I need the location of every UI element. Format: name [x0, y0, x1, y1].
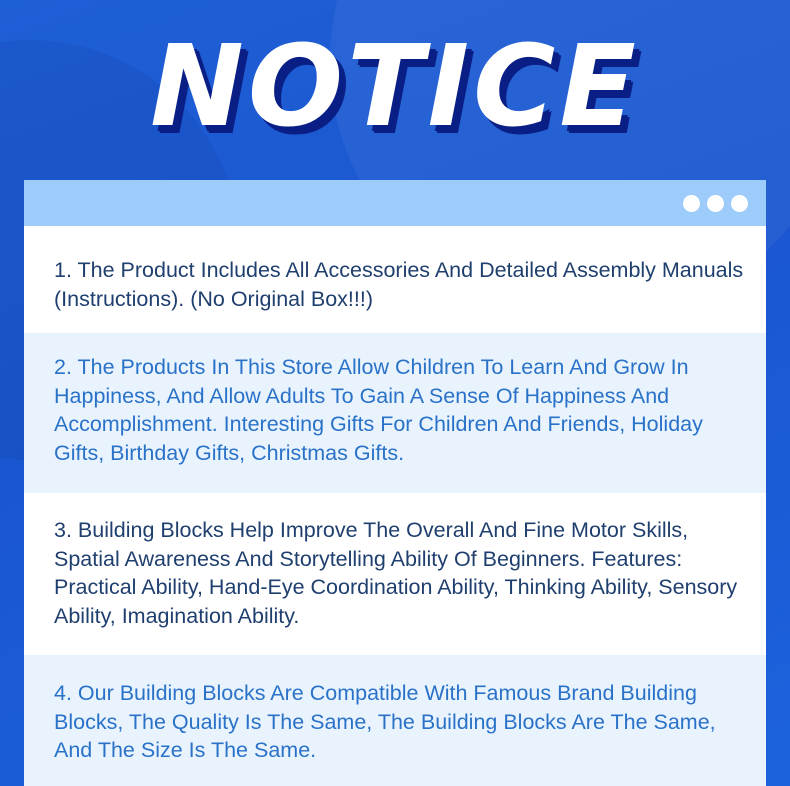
window-dots: [683, 195, 748, 212]
notice-item-1: [24, 226, 766, 333]
notice-item-3: [24, 493, 766, 655]
dot-icon: [707, 195, 724, 212]
page-title: NOTICE: [150, 22, 640, 152]
notice-card: [24, 180, 766, 786]
dot-icon: [683, 195, 700, 212]
notice-text: 2. The Products In This Store Allow Children To Learn And Grow In Happiness, And Allow Adults To Gain A Sense Of Happiness And Accomplishment. Interesting Gifts For Children And Friends, Holiday Gifts, Birthday Gifts, Christmas Gifts.: [54, 355, 703, 465]
notice-item-2: [24, 333, 766, 493]
notice-item-4: [24, 655, 766, 786]
notice-text: 4. Our Building Blocks Are Compatible With Famous Brand Building Blocks, The Quality Is The Same, The Building Blocks Are The Same, And The Size Is The Same.: [54, 681, 716, 762]
notice-text: 1. The Product Includes All Accessories And Detailed Assembly Manuals (Instructions). (No Original Box!!!): [54, 258, 744, 311]
notice-text: 3. Building Blocks Help Improve The Overall And Fine Motor Skills, Spatial Awareness And Storytelling Ability Of Beginners. Features: Practical Ability, Hand-Eye Coordination Ability, Thinking Ability, Sensory Ability, Imagination Ability.: [54, 518, 738, 628]
card-header: [24, 180, 766, 226]
dot-icon: [731, 195, 748, 212]
